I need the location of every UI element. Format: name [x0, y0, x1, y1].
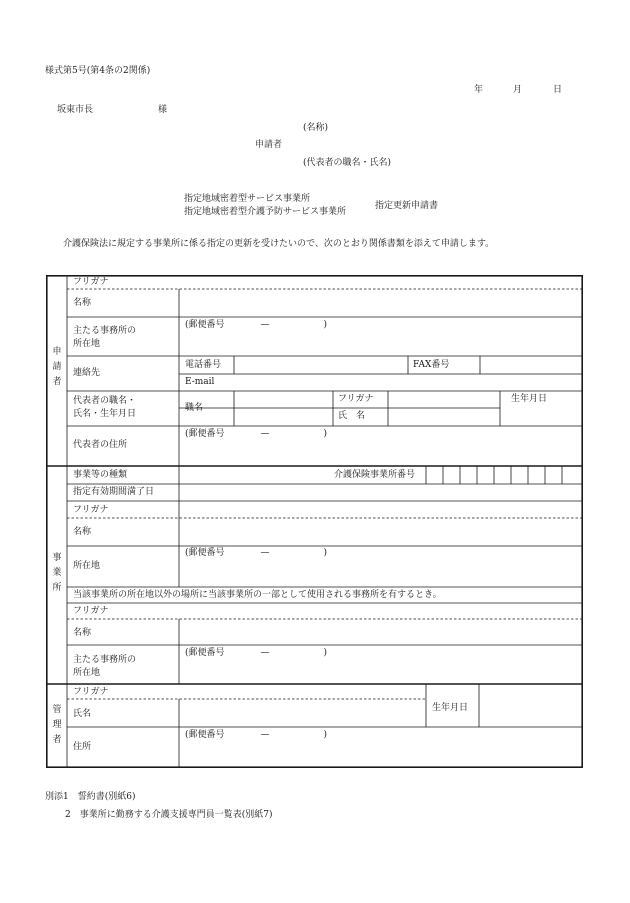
date-year-label: 年 [474, 85, 484, 95]
rep-address-label: 代表者の住所 [73, 440, 128, 450]
section-manager-label: 管理者 [52, 705, 62, 745]
title-line-1: 指定地域密着型サービス事業所 [184, 194, 311, 204]
insurance-number-label: 介護保険事業所番号 [334, 470, 416, 480]
rep-furigana-label: フリガナ [338, 394, 374, 404]
rep-postal-code: (郵便番号 — ) [185, 429, 328, 439]
email-label: E-mail [185, 377, 215, 387]
expiry-label: 指定有効期間満了日 [73, 487, 155, 497]
applicant-office-address-label-1: 主たる事務所の [73, 326, 137, 336]
honorific: 様 [158, 105, 168, 115]
fax-label: FAX番号 [413, 360, 450, 370]
representative-label: (代表者の職名・氏名) [303, 158, 392, 168]
business-type-label: 事業等の種類 [73, 470, 128, 480]
attachment-item-1: 別添1 誓約書(別紙6) [45, 792, 136, 802]
attachment-item-2: 2 事業所に勤務する介護支援専門員一覧表(別紙7) [65, 810, 273, 820]
applicant-name-label: (名称) [303, 123, 329, 133]
sub-office-name-label: 名称 [73, 628, 92, 638]
contact-label: 連絡先 [73, 368, 101, 378]
office-name-label: 名称 [73, 527, 92, 537]
sub-office-address-label-1: 主たる事務所の [73, 655, 137, 665]
office-address-label: 所在地 [73, 561, 101, 571]
form-number: 様式第5号(第4条の2関係) [45, 66, 151, 76]
applicant-postal-code: (郵便番号 — ) [185, 320, 328, 330]
sub-office-note: 当該事業所の所在地以外の場所に当該事業所の一部として使用される事務所を有するとき。 [73, 590, 442, 600]
manager-postal-code: (郵便番号 — ) [185, 730, 328, 740]
title-suffix: 指定更新申請書 [375, 201, 439, 211]
manager-name-label: 氏名 [73, 709, 92, 719]
date-month-label: 月 [513, 85, 523, 95]
manager-address-label: 住所 [73, 742, 92, 752]
sub-office-furigana-label: フリガナ [73, 606, 109, 616]
applicant-furigana-label: フリガナ [73, 277, 109, 287]
rep-name-label: 氏 名 [338, 411, 366, 421]
manager-birthdate-label: 生年月日 [432, 703, 469, 713]
application-form-table [46, 275, 583, 768]
addressee: 坂東市長 [57, 105, 94, 115]
manager-furigana-label: フリガナ [73, 687, 109, 697]
office-postal-code: (郵便番号 — ) [185, 548, 328, 558]
section-applicant-label: 申請者 [52, 347, 62, 387]
applicant-office-address-label-2: 所在地 [73, 339, 101, 349]
sub-office-postal-code: (郵便番号 — ) [185, 648, 328, 658]
title-line-2: 指定地域密着型介護予防サービス事業所 [184, 207, 347, 217]
phone-label: 電話番号 [185, 360, 222, 370]
applicant-name-label: 名称 [73, 298, 92, 308]
representative-label-1: 代表者の職名・ [73, 396, 137, 406]
rep-birthdate-label: 生年月日 [511, 394, 548, 404]
applicant-label: 申請者 [255, 140, 283, 150]
sub-office-address-label-2: 所在地 [73, 668, 101, 678]
representative-label-2: 氏名・生年月日 [73, 409, 137, 419]
date-day-label: 日 [553, 85, 563, 95]
section-office-label: 事業所 [52, 553, 62, 593]
form-grid-lines [46, 275, 583, 768]
intro-text: 介護保険法に規定する事業所に係る指定の更新を受けたいので、次のとおり関係書類を添えて申請します。 [63, 239, 495, 249]
position-label: 職名 [185, 403, 204, 413]
office-furigana-label: フリガナ [73, 505, 109, 515]
